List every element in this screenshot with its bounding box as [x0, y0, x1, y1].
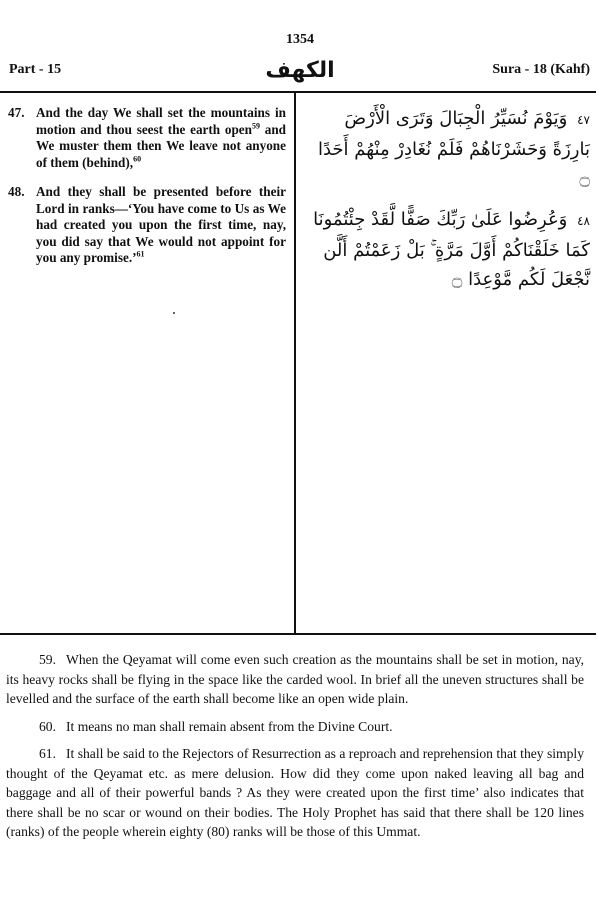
- footnote-59: [6, 650, 584, 709]
- footnote-marker: 60: [133, 154, 142, 164]
- footnote-marker: 59: [252, 121, 260, 131]
- footnote-text: When the Qeyamat will come even such creation as the mountains shall be set in motion, nay, its heavy rocks shall be flying in the space like the carded wool. In brief all the uneven structures shall be levelled and the surface of the earth shall become like an open wide plain.: [6, 652, 584, 706]
- footnote-61: [6, 744, 584, 842]
- verse-48-arabic: [306, 205, 590, 294]
- verse-number: 47.: [8, 105, 25, 120]
- footnote-number: 60.: [39, 718, 56, 734]
- arabic-sura-title: الكهف: [265, 58, 335, 83]
- page-number: 1354: [286, 32, 314, 47]
- verse-text: And they shall be presented before their Lord in ranks—‘You have come to Us as We had created you upon the first time, nay, you did say that We would not appoint for you any promise.’: [36, 184, 286, 265]
- arabic-text-column: [306, 104, 590, 306]
- column-divider: [294, 91, 296, 633]
- verse-text: And the day We shall set the mountains in motion and thou seest the earth open: [36, 105, 286, 137]
- sura-label: Sura - 18 (Kahf): [492, 62, 590, 77]
- footnote-text: It means no man shall remain absent from the Divine Court.: [66, 718, 393, 734]
- footnote-number: 61.: [39, 746, 56, 761]
- verse-text: and We muster them then We leave not anyone of them (behind),: [36, 121, 287, 170]
- header-rule: [0, 91, 596, 93]
- stray-dot: [173, 312, 175, 314]
- footnote-rule: [0, 633, 596, 635]
- verse-number: 48.: [8, 184, 25, 199]
- part-label: Part - 15: [9, 62, 62, 77]
- arabic-verse-text: وَعُرِضُوا عَلَىٰ رَبِّكَ صَفًّا لَّقَدْ جِئْتُمُونَا كَمَا خَلَقْنَاكُمْ أَوَّلَ مَرَّةٍ ۚ بَلْ زَعَمْتُمْ أَلَّن نَّجْعَلَ لَكُم مَّوْعِدًا ۝: [313, 209, 590, 290]
- arabic-verse-text: وَيَوْمَ نُسَيِّرُ الْجِبَالَ وَتَرَى الْأَرْضَ بَارِزَةً وَحَشَرْنَاهُمْ فَلَمْ نُغَادِرْ مِنْهُمْ أَحَدًا ۝: [317, 108, 590, 189]
- footnote-marker: 61: [136, 249, 145, 259]
- footnote-text: It shall be said to the Rejectors of Resurrection as a reproach and reprehension that they simply thought of the Qeyamat etc. as mere delusion. How did they come upon naked leaving all bag and baggage and all of their powerful bands ? As they were created upon the first time’ also indicates that there shall be no scar or wound on their bodies. The Holy Prophet has said that there shall be 120 lines (ranks) of the people wherein eighty (80) ranks will be those of this Ummat.: [6, 746, 584, 839]
- footnote-number: 59.: [39, 652, 56, 667]
- footnote-60: [6, 717, 584, 737]
- arabic-verse-number: ٤٧: [577, 113, 590, 127]
- footnotes-section: [6, 650, 584, 850]
- verse-47-english: [8, 105, 286, 171]
- verse-47-arabic: [306, 104, 590, 193]
- verse-48-english: [8, 184, 286, 267]
- arabic-verse-number: ٤٨: [577, 214, 590, 228]
- english-translation-column: [8, 105, 286, 280]
